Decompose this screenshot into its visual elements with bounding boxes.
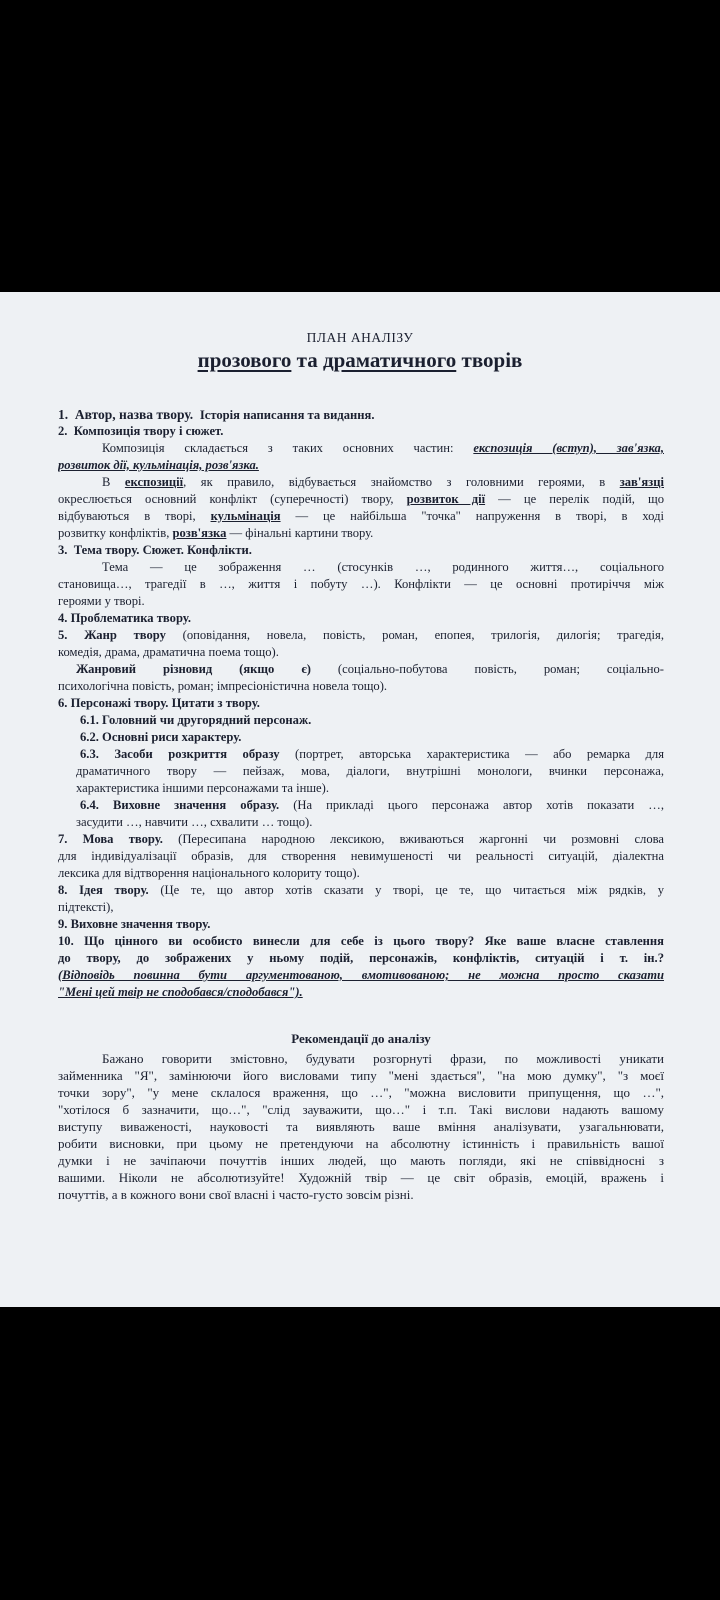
item-6: 6. Персонажі твору. Цитати з твору. bbox=[58, 696, 260, 710]
subtitle-drama: драматичного bbox=[322, 348, 457, 372]
item-3-text: героями у творі. bbox=[58, 594, 145, 608]
item-5: 5. Жанр твору (оповідання, новела, повість, роман, епопея, трилогія, дилогія; трагедія, bbox=[58, 628, 664, 642]
recommendations-line: вашими. Ніколи не абсолютизуйте! Художній твір — це світ образів, емоцій, вражень і bbox=[58, 1169, 664, 1185]
recommendations bbox=[58, 1030, 664, 1203]
item-6-3-text: характеристика іншими персонажами та інше). bbox=[76, 781, 329, 795]
item-8-text: підтексті), bbox=[58, 900, 114, 914]
item-10-text: до твору, до зображених у ньому подій, персонажів, конфліктів, ситуацій і т. ін.? bbox=[58, 951, 664, 965]
subtitle-works: творів bbox=[456, 348, 523, 372]
recommendations-line: Бажано говорити змістовно, будувати розгорнуті фрази, по можливості уникати bbox=[102, 1050, 664, 1066]
recommendations-line: почуттів, а в кожного вони свої власні і часто-густо зовсім різні. bbox=[58, 1186, 414, 1202]
item-2-text: окреслюється основний конфлікт (суперечності) твору, розвиток дії — це перелік подій, що bbox=[58, 492, 664, 506]
page-title: ПЛАН АНАЛІЗУ bbox=[306, 330, 414, 345]
item-6-4: 6.4. Виховне значення образу. (На прикладі цього персонажа автор хотів показати …, bbox=[80, 798, 664, 812]
item-6-3: 6.3. Засоби розкриття образу (портрет, авторська характеристика — або ремарка для bbox=[80, 747, 664, 761]
item-6-3-text: драматичного твору — пейзаж, мова, діалоги, внутрішні монологи, вчинки персонажа, bbox=[76, 764, 664, 778]
item-3: 3. Тема твору. Сюжет. Конфлікти. bbox=[58, 543, 252, 557]
item-7: 7. Мова твору. (Пересипана народною лексикою, вживаються жаргонні чи розмовні слова bbox=[58, 832, 664, 846]
item-6-2: 6.2. Основні риси характеру. bbox=[80, 730, 242, 744]
item-9: 9. Виховне значення твору. bbox=[58, 917, 211, 931]
item-2-text: В експозиції, як правило, відбувається знайомство з головними героями, в зав'язці bbox=[102, 475, 664, 489]
item-6-1: 6.1. Головний чи другорядний персонаж. bbox=[80, 713, 312, 727]
item-1: 1. Автор, назва твору. Історія написання та видання. bbox=[58, 407, 375, 422]
recommendations-line: робити висновки, при цьому не претендуючи на абсолютну істинність і правильність вашої bbox=[58, 1135, 664, 1151]
analysis-plan bbox=[58, 406, 664, 1001]
item-10: 10. Що цінного ви особисто винесли для себе із цього твору? Яке ваше власне ставлення bbox=[58, 934, 664, 948]
item-7-text: для індивідуалізації образів, для створення невимушеності чи реальності ситуацій, діалектна bbox=[58, 849, 664, 863]
item-8: 8. Ідея твору. (Це те, що автор хотів сказати у творі, це те, що читається між рядків, у bbox=[58, 883, 664, 897]
item-3-text: Тема — це зображення … (стосунків …, родинного життя…, соціального bbox=[102, 560, 664, 574]
item-5-text: комедія, драма, драматична поема тощо). bbox=[58, 645, 279, 659]
item-5-text: психологічна повість, роман; імпресіоністична новела тощо). bbox=[58, 679, 388, 693]
item-2-text: Композиція складається з таких основних частин: експозиція (вступ), зав'язка, bbox=[102, 441, 664, 455]
item-2-text: відбуваються в творі, кульмінація — це найбільша "точка" напруження в творі, в ході bbox=[58, 509, 664, 523]
item-2-text: розвиток дії, кульмінація, розв'язка. bbox=[58, 458, 259, 472]
recommendations-line: "хотілося б зазначити, що…", "слід зауважити, що…" і т.п. Такі вислови надають вашому bbox=[58, 1101, 664, 1117]
recommendations-line: точки зору", "у мене склалося враження, що …", "можна висловити припущення, що …", bbox=[58, 1084, 664, 1100]
document-page bbox=[0, 292, 720, 1307]
recommendations-line: виступу виваженості, науковості та виявляють ваше вміння аналізувати, узагальнювати, bbox=[58, 1118, 664, 1134]
recommendations-line: займенника "Я", замінюючи його висловами типу "мені здається", "на мою думку", "з моєї bbox=[58, 1067, 664, 1083]
item-2-text: розвитку конфліктів, розв'язка — фінальні картини твору. bbox=[58, 526, 374, 540]
subtitle-and: та bbox=[291, 348, 323, 372]
recommendations-line: думки і не зачіпаючи почуттів інших людей, що мають погляди, які не співвідносні з bbox=[58, 1152, 664, 1168]
item-7-text: лексика для відтворення національного колориту тощо). bbox=[58, 866, 360, 880]
subtitle-prose: прозового bbox=[197, 348, 292, 372]
item-5-subgenre: Жанровий різновид (якщо є) (соціально-побутова повість, роман; соціально- bbox=[76, 662, 664, 676]
page-subtitle bbox=[0, 348, 720, 373]
item-10-note: (Відповідь повинна бути аргументованою, вмотивованою; не можна просто сказати bbox=[58, 968, 664, 982]
recommendations-title: Рекомендації до аналізу bbox=[291, 1031, 431, 1046]
item-10-note: "Мені цей твір не сподобався/сподобався"). bbox=[58, 985, 303, 999]
item-6-4-text: засудити …, навчити …, схвалити … тощо). bbox=[76, 815, 313, 829]
item-3-text: становища…, трагедії в …, життя і побуту …). Конфлікти — це основні протиріччя між bbox=[58, 577, 664, 591]
item-4: 4. Проблематика твору. bbox=[58, 611, 191, 625]
item-2: 2. Композиція твору і сюжет. bbox=[58, 424, 224, 438]
